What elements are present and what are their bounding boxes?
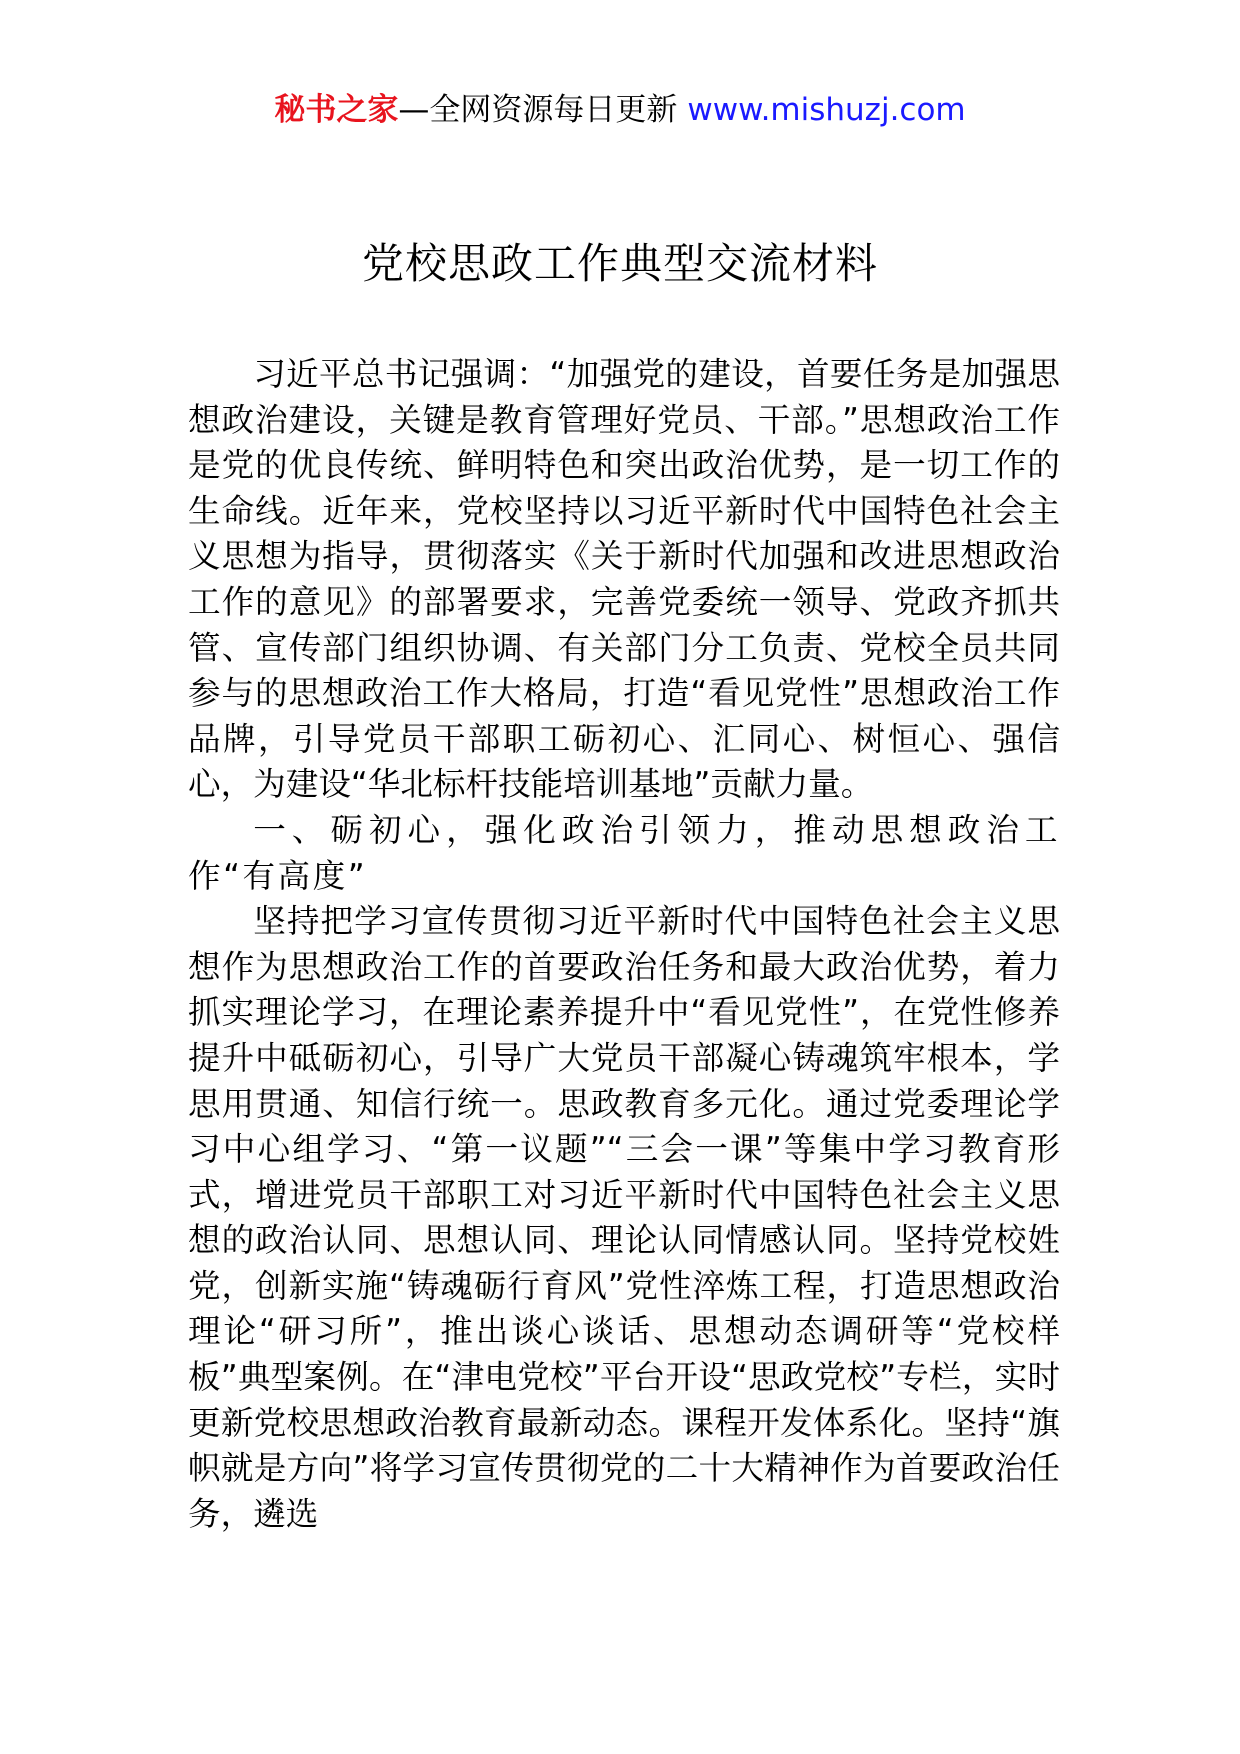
- site-url-link[interactable]: www.mishuzj.com: [687, 92, 966, 128]
- section-heading: 一、砺初心，强化政治引领力，推动思想政治工作“有高度”: [188, 810, 1060, 895]
- document-title: 党校思政工作典型交流材料: [361, 239, 878, 288]
- banner-dash: —: [398, 92, 430, 128]
- document-body: [188, 352, 1060, 1712]
- body-paragraph: 坚持把学习宣传贯彻习近平新时代中国特色社会主义思想作为思想政治工作的首要政治任务和最大政治优势，着力抓实理论学习，在理论素养提升中“看见党性”，在党性修养提升中砥砺初心，引导广大党员干部凝心铸魂筑牢根本，学思用贯通、知信行统一。思政教育多元化。通过党委理论学习中心组学习、“第一议题”“三会一课”等集中学习教育形式，增进党员干部职工对习近平新时代中国特色社会主义思想的政治认同、思想认同、理论认同情感认同。坚持党校姓党，创新实施“铸魂砺行育风”党性淬炼工程，打造思想政治理论“研习所”，推出谈心谈话、思想动态调研等“党校样板”典型案例。在“津电党校”平台开设“思政党校”专栏，实时更新党校思想政治教育最新动态。课程开发体系化。坚持“旗帜就是方向”将学习宣传贯彻党的二十大精神作为首要政治任务，遴选: [188, 902, 1060, 1533]
- banner-tagline: 全网资源每日更新: [429, 92, 678, 128]
- brand-name: 秘书之家: [274, 92, 399, 128]
- body-paragraph: 习近平总书记强调：“加强党的建设，首要任务是加强思想政治建设，关键是教育管理好党员、干部。”思想政治工作是党的优良传统、鲜明特色和突出政治优势，是一切工作的生命线。近年来，党校坚持以习近平新时代中国特色社会主义思想为指导，贯彻落实《关于新时代加强和改进思想政治工作的意见》的部署要求，完善党委统一领导、党政齐抓共管、宣传部门组织协调、有关部门分工负责、党校全员共同参与的思想政治工作大格局，打造“看见党性”思想政治工作品牌，引导党员干部职工砺初心、汇同心、树恒心、强信心，为建设“华北标杆技能培训基地”贡献力量。: [188, 355, 1060, 804]
- site-banner: [0, 88, 1240, 132]
